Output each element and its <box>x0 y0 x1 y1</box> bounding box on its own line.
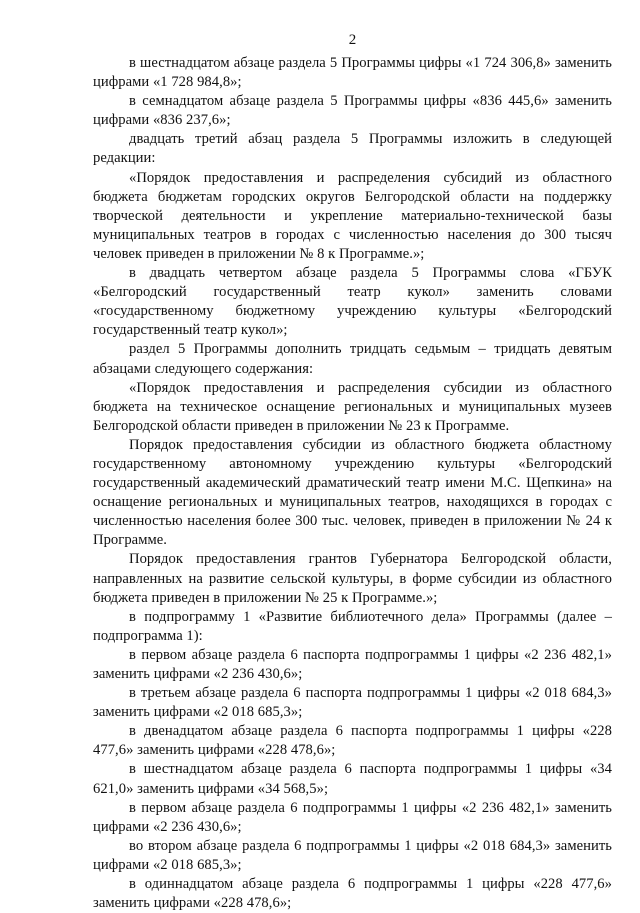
paragraph: в одиннадцатом абзаце раздела 6 подпрограммы 1 цифры «228 477,6» заменить цифрами «228 478,6»; <box>93 876 612 912</box>
paragraph: в первом абзаце раздела 6 паспорта подпрограммы 1 цифры «2 236 482,1» заменить цифрами «2 236 430,6»; <box>93 646 612 682</box>
paragraph: двадцать третий абзац раздела 5 Программы изложить в следующей редакции: <box>93 131 612 167</box>
paragraph: в шестнадцатом абзаце раздела 5 Программы цифры «1 724 306,8» заменить цифрами «1 728 984,8»; <box>93 55 612 91</box>
page-number: 2 <box>348 32 357 48</box>
paragraph: в подпрограмму 1 «Развитие библиотечного дела» Программы (далее – подпрограмма 1): <box>93 608 612 644</box>
quoted-paragraph: «Порядок предоставления и распределения субсидии из областного бюджета на техническое оснащение региональных и муниципальных музеев Белгородской области приведен в приложении № 23 к Программе. <box>93 379 612 434</box>
quoted-paragraph: «Порядок предоставления и распределения субсидий из областного бюджета бюджетам городских округов Белгородской области на поддержку творческой деятельности и укрепление материально-технической базы муниципальных театров в городах с численностью населения до 300 тысяч человек приведен в приложении № 8 к Программе.»; <box>93 169 612 262</box>
paragraph: раздел 5 Программы дополнить тридцать седьмым – тридцать девятым абзацами следующего содержания: <box>93 341 612 377</box>
paragraph: Порядок предоставления грантов Губернатора Белгородской области, направленных на развитие сельской культуры, в форме субсидии из областного бюджета приведен в приложении № 25 к Программе.»; <box>93 551 612 606</box>
paragraph: в двадцать четвертом абзаце раздела 5 Программы слова «ГБУК «Белгородский государственный театр кукол» заменить словами «государственному бюджетному учреждению культуры «Белгородский государственный театр кукол»; <box>93 265 612 339</box>
document-body <box>93 54 612 913</box>
paragraph: в третьем абзаце раздела 6 паспорта подпрограммы 1 цифры «2 018 684,3» заменить цифрами «2 018 685,3»; <box>93 685 612 721</box>
paragraph: Порядок предоставления субсидии из областного бюджета областному государственному автономному учреждению культуры «Белгородский государственный академический драматический театр имени М.С. Щепкина» на оснащение региональных и муниципальных театров, находящихся в городах с численностью населения более 300 тыс. человек, приведен в приложении № 24 к Программе. <box>93 436 612 549</box>
paragraph: в двенадцатом абзаце раздела 6 паспорта подпрограммы 1 цифры «228 477,6» заменить цифрами «228 478,6»; <box>93 723 612 759</box>
paragraph: в первом абзаце раздела 6 подпрограммы 1 цифры «2 236 482,1» заменить цифрами «2 236 430,6»; <box>93 799 612 835</box>
paragraph: в семнадцатом абзаце раздела 5 Программы цифры «836 445,6» заменить цифрами «836 237,6»; <box>93 93 612 129</box>
paragraph: во втором абзаце раздела 6 подпрограммы 1 цифры «2 018 684,3» заменить цифрами «2 018 685,3»; <box>93 837 612 873</box>
paragraph: в шестнадцатом абзаце раздела 6 паспорта подпрограммы 1 цифры «34 621,0» заменить цифрами «34 568,5»; <box>93 761 612 797</box>
